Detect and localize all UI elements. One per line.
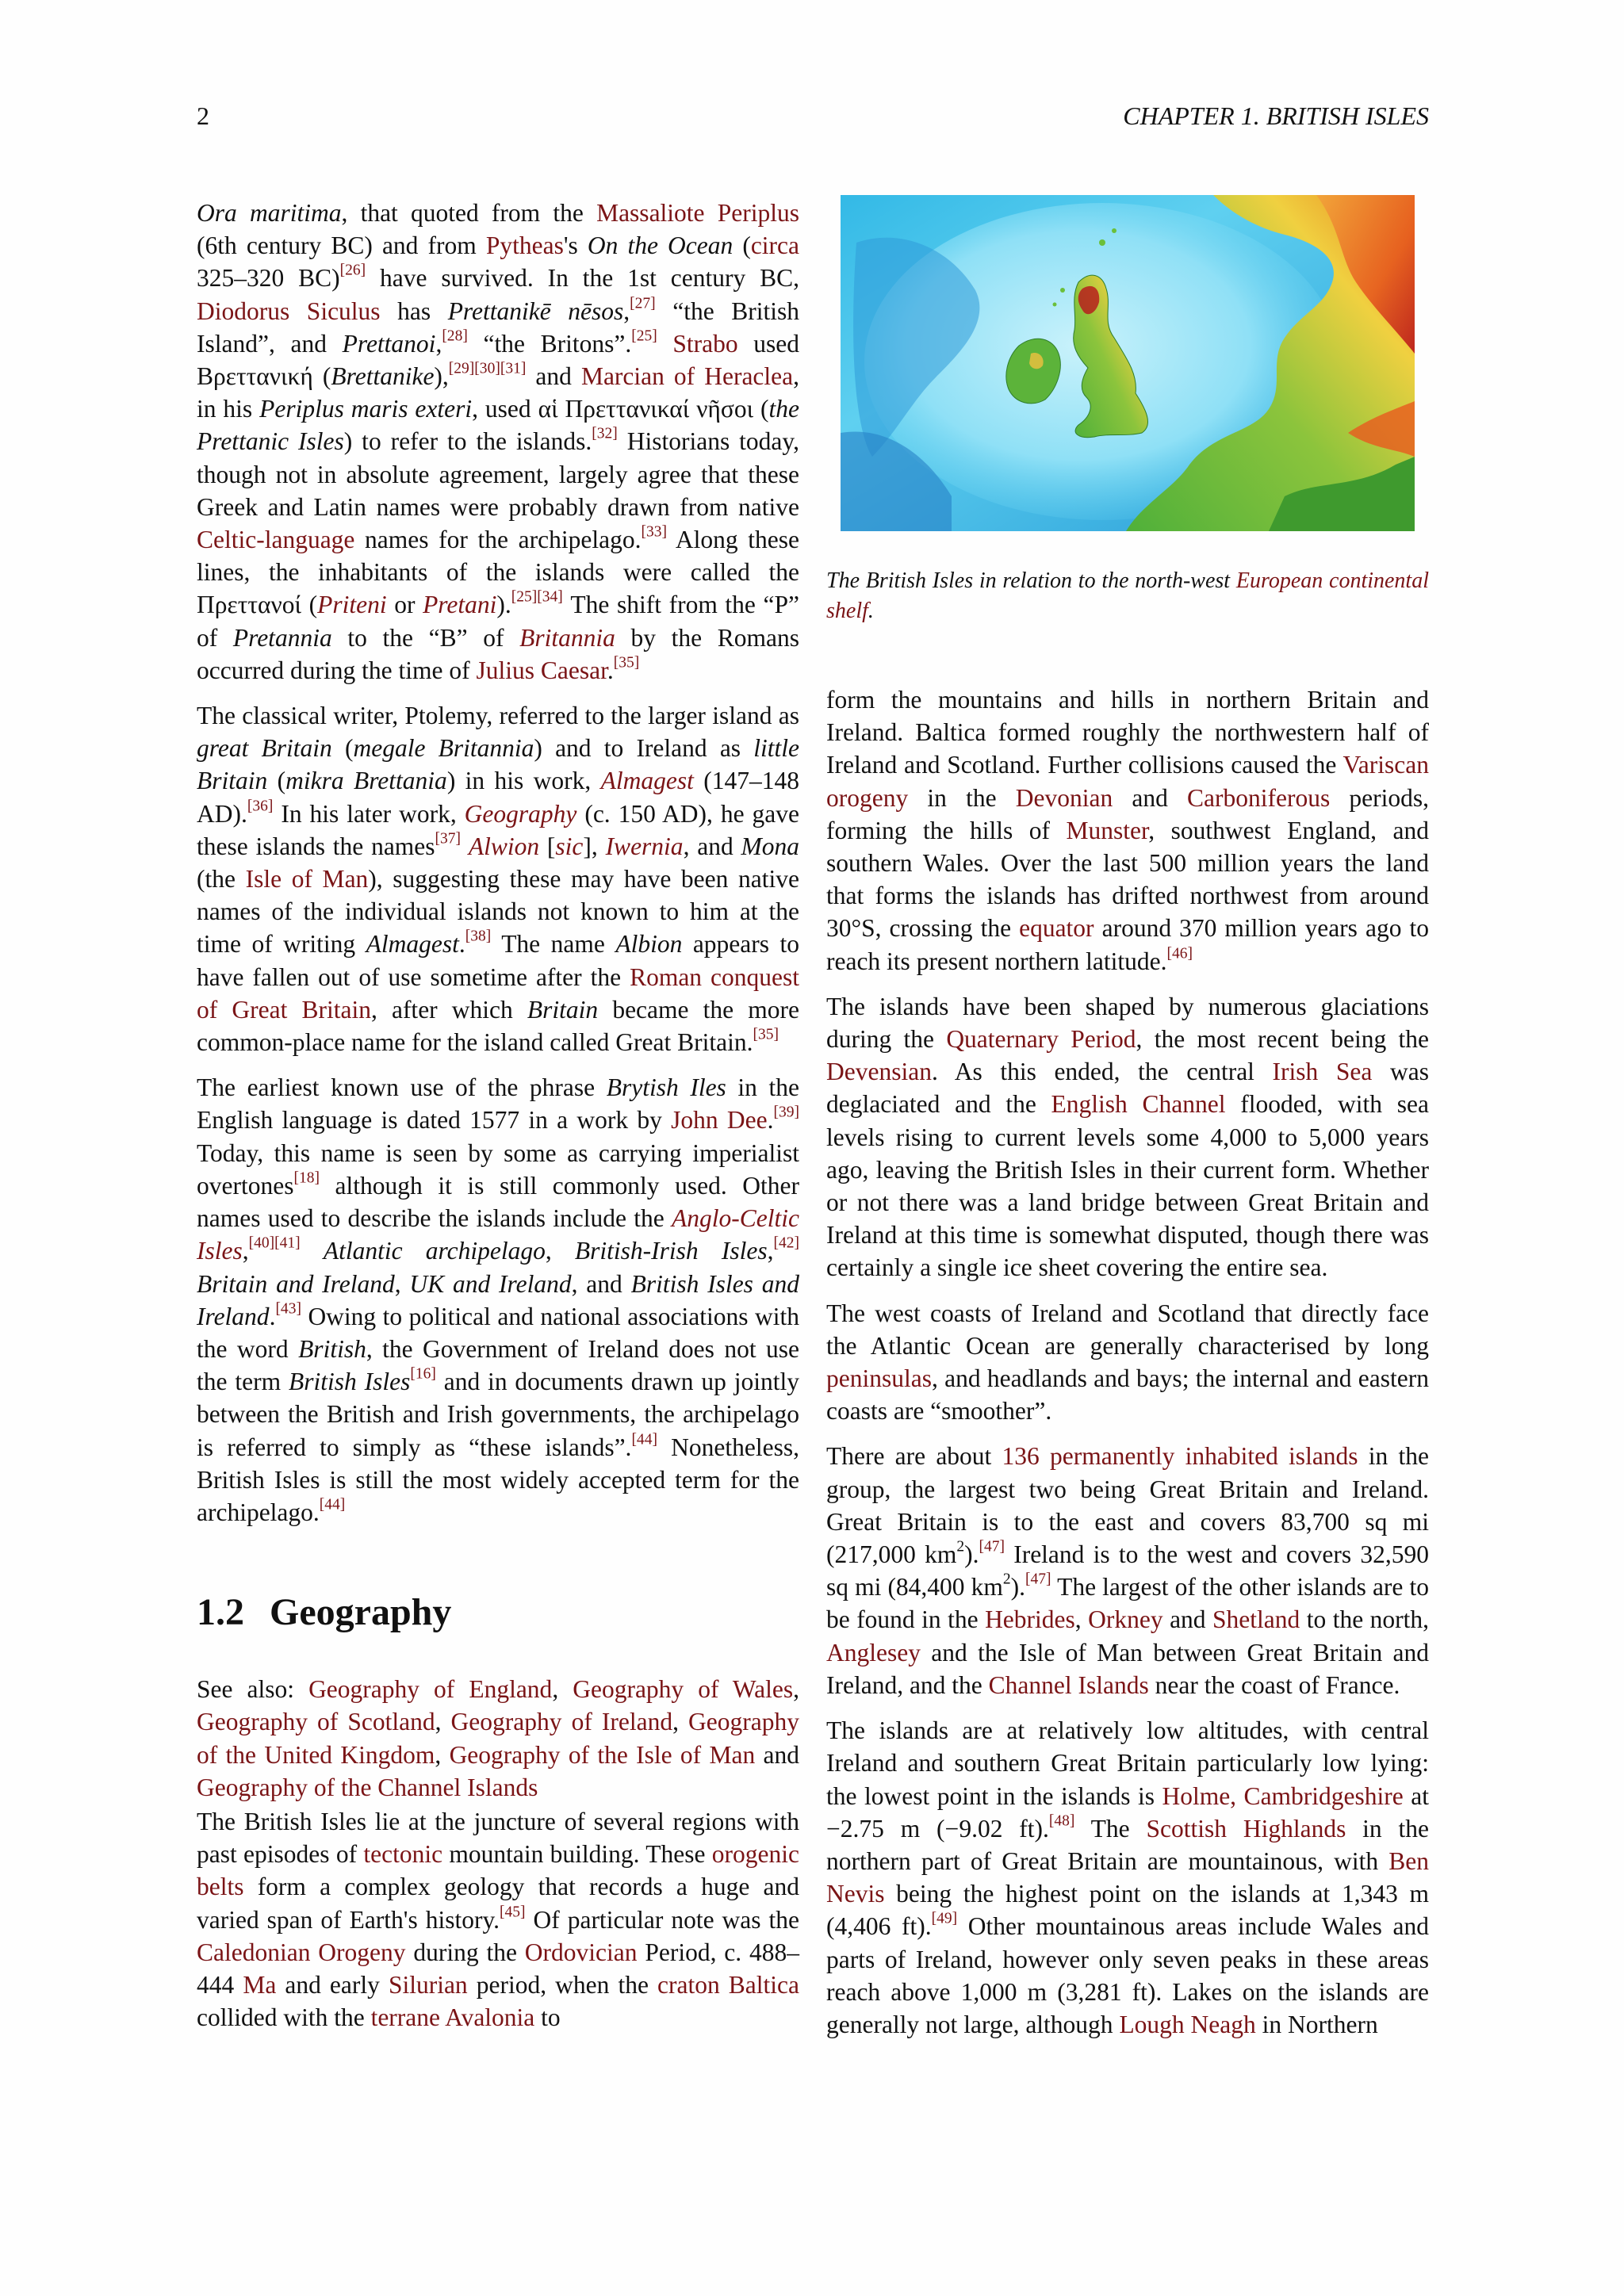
text: ( bbox=[267, 767, 286, 795]
italic-text: megale Britannia bbox=[353, 734, 534, 763]
strabo-link[interactable]: Strabo bbox=[672, 329, 738, 358]
citation-link[interactable]: [47] bbox=[1025, 1571, 1051, 1588]
inhabited-islands-link[interactable]: 136 permanently inhabited islands bbox=[1002, 1442, 1358, 1471]
text: has bbox=[380, 297, 448, 325]
text: Owing to political and national associations with the word bbox=[197, 1302, 799, 1363]
text: The name bbox=[491, 930, 616, 959]
text: There are about bbox=[826, 1442, 1002, 1471]
superscript-2: 2 bbox=[956, 1538, 965, 1556]
text: , bbox=[435, 1740, 450, 1769]
italic-text: the Prettanic Isles bbox=[197, 395, 800, 456]
paragraph-ptolemy bbox=[197, 699, 799, 1058]
italic-text: Periplus maris exteri bbox=[259, 395, 473, 423]
text: ). bbox=[1010, 1573, 1026, 1601]
citation-link[interactable]: [25] bbox=[631, 327, 657, 345]
english-channel-link[interactable]: English Channel bbox=[1051, 1090, 1226, 1119]
italic-text: British-Irish Isles bbox=[574, 1237, 768, 1265]
text: in the group, the largest two being Great Britain and Ireland. Great Britain is to the east and covers 83,700 sq mi (217,000 km bbox=[826, 1442, 1429, 1569]
see-also bbox=[197, 1673, 799, 1804]
caledonian-orogeny-link[interactable]: Caledonian Orogeny bbox=[197, 1938, 406, 1966]
devonian-link[interactable]: Devonian bbox=[1015, 783, 1113, 812]
text: used Βρεττανική ( bbox=[197, 329, 799, 391]
text: . bbox=[767, 1106, 774, 1135]
citation-link[interactable]: [37] bbox=[435, 830, 462, 848]
peninsulas-link[interactable]: peninsulas bbox=[826, 1364, 932, 1393]
text: The British Isles lie at the juncture of several regions with past episodes of bbox=[197, 1807, 799, 1869]
text: The classical writer, Ptolemy, referred to the larger island as bbox=[197, 702, 799, 730]
text: and bbox=[1162, 1605, 1213, 1634]
paragraph-islands bbox=[826, 1440, 1429, 1701]
text: at −2.75 m (−9.02 ft). bbox=[826, 1781, 1429, 1843]
text: Of particular note was the bbox=[525, 1905, 799, 1934]
text: and the Isle of Man between Great Britain and Ireland, and the bbox=[826, 1638, 1429, 1699]
diodorus-siculus-link[interactable]: Diodorus Siculus bbox=[197, 297, 381, 325]
isle-of-man-link[interactable]: Isle of Man bbox=[245, 865, 369, 894]
tectonic-link[interactable]: tectonic bbox=[363, 1840, 443, 1869]
geography-of-ireland-link[interactable]: Geography of Ireland bbox=[450, 1708, 673, 1736]
text: , used αἱ Πρεττανικαί νῆσοι ( bbox=[472, 395, 769, 423]
scottish-highlands-link[interactable]: Scottish Highlands bbox=[1146, 1814, 1346, 1843]
orkney-link[interactable]: Orkney bbox=[1088, 1605, 1163, 1634]
text: , in his bbox=[197, 362, 799, 423]
text: and early bbox=[276, 1970, 389, 1999]
text: ). bbox=[964, 1540, 979, 1569]
caption-text: . bbox=[868, 599, 874, 623]
citation-link[interactable]: [32] bbox=[592, 425, 618, 442]
italic-text: great Britain bbox=[197, 734, 332, 763]
text: , bbox=[1074, 1605, 1089, 1634]
running-header bbox=[197, 101, 1429, 133]
text: , bbox=[435, 1708, 451, 1736]
citation-link[interactable]: [26] bbox=[339, 262, 366, 279]
italic-text: Prettanoi bbox=[342, 329, 436, 358]
geography-of-isle-of-man-link[interactable]: Geography of the Isle of Man bbox=[449, 1740, 756, 1769]
paragraph-coasts bbox=[826, 1297, 1429, 1428]
text: ( bbox=[331, 734, 354, 763]
citation-link[interactable]: [46] bbox=[1166, 944, 1193, 962]
text: to bbox=[534, 2003, 561, 2032]
iwernia-link[interactable]: Iwernia bbox=[605, 832, 684, 860]
section-heading bbox=[197, 1590, 799, 1635]
text: . bbox=[458, 930, 465, 959]
text: mountain building. These bbox=[442, 1840, 712, 1869]
text: ). bbox=[496, 591, 511, 619]
citation-link[interactable]: [44] bbox=[319, 1496, 346, 1513]
sic-link[interactable]: sic bbox=[555, 832, 584, 860]
text: (147–148 AD). bbox=[197, 767, 799, 828]
geography-of-scotland-link[interactable]: Geography of Scotland bbox=[197, 1708, 435, 1736]
text: , the Government of Ireland does not use the term bbox=[197, 1334, 799, 1396]
marcian-of-heraclea-link[interactable]: Marcian of Heraclea bbox=[580, 362, 794, 391]
text: form a complex geology that records a huge and varied span of Earth's history. bbox=[197, 1873, 799, 1934]
citation-link[interactable]: [25][34] bbox=[511, 588, 563, 606]
munster-link[interactable]: Munster bbox=[1066, 816, 1149, 844]
channel-islands-link[interactable]: Channel Islands bbox=[988, 1670, 1149, 1699]
text: . As this ended, the central bbox=[931, 1058, 1273, 1086]
text: , and headlands and bays; the internal and eastern coasts are “smoother”. bbox=[826, 1364, 1429, 1425]
citation-link[interactable]: [29][30][31] bbox=[448, 360, 527, 377]
paragraph-geology bbox=[197, 1805, 799, 2034]
geography-of-wales-link[interactable]: Geography of Wales bbox=[573, 1675, 794, 1704]
see-also-label: See also: bbox=[197, 1675, 309, 1704]
citation-link[interactable]: [47] bbox=[979, 1538, 1005, 1556]
anglo-celtic-isles-link[interactable]: Anglo-Celtic Isles bbox=[197, 1204, 799, 1265]
italic-text: mikra Brettania bbox=[285, 767, 447, 795]
ordovician-link[interactable]: Ordovician bbox=[524, 1938, 638, 1966]
citation-link[interactable]: [45] bbox=[500, 1903, 526, 1920]
citation-link[interactable]: [35] bbox=[613, 654, 640, 672]
text: and bbox=[526, 362, 581, 391]
text: in the English language is dated 1577 in a work by bbox=[197, 1073, 799, 1135]
text: around 370 million years ago to reach its present northern latitude. bbox=[826, 914, 1429, 975]
text: , bbox=[767, 1237, 774, 1265]
britannia-link[interactable]: Britannia bbox=[519, 623, 615, 652]
text: ) and to Ireland as bbox=[534, 734, 754, 763]
citation-link[interactable]: [40][41] bbox=[248, 1234, 301, 1252]
paragraph-brytish-iles bbox=[197, 1071, 799, 1529]
italic-text: On the Ocean bbox=[587, 232, 733, 260]
text: , and bbox=[571, 1269, 631, 1298]
paragraph-glaciations bbox=[826, 990, 1429, 1284]
section-title: Geography bbox=[270, 1591, 452, 1634]
text: . bbox=[607, 656, 614, 684]
citation-link[interactable]: [18] bbox=[293, 1169, 320, 1187]
text bbox=[461, 832, 469, 860]
equator-link[interactable]: equator bbox=[1019, 914, 1094, 943]
text: appears to have fallen out of use sometime after the bbox=[197, 930, 799, 991]
text: 325–320 BC) bbox=[197, 264, 340, 293]
holme-cambridgeshire-link[interactable]: Holme, Cambridgeshire bbox=[1162, 1781, 1404, 1810]
text: ( bbox=[733, 232, 751, 260]
geography-of-uk-link[interactable]: Geography of the United Kingdom bbox=[197, 1708, 799, 1769]
citation-link[interactable]: [42] bbox=[773, 1234, 800, 1252]
citation-link[interactable]: [43] bbox=[275, 1300, 301, 1318]
text: , bbox=[623, 297, 630, 325]
ma-link[interactable]: Ma bbox=[243, 1970, 277, 1999]
text bbox=[301, 1237, 324, 1265]
italic-text: Mona bbox=[741, 832, 799, 860]
right-column bbox=[826, 683, 1429, 2053]
text: Ireland is to the west and covers 32,590 sq mi (84,400 km bbox=[826, 1540, 1429, 1601]
italic-text: British Isles and Ireland bbox=[197, 1269, 799, 1330]
text: The islands are at relatively low altitudes, with central Ireland and southern Great Britain particularly low lying: the lowest point in the islands is bbox=[826, 1716, 1429, 1810]
left-column bbox=[197, 197, 799, 2046]
text: during the bbox=[405, 1938, 525, 1966]
irish-sea-link[interactable]: Irish Sea bbox=[1272, 1058, 1373, 1086]
text: Nonetheless, British Isles is still the most widely accepted term for the archipelago. bbox=[197, 1433, 799, 1526]
text: Today, this name is seen by some as carrying imperialist overtones bbox=[197, 1138, 799, 1200]
baltica-link[interactable]: Baltica bbox=[728, 1970, 799, 1999]
text: ], bbox=[583, 832, 606, 860]
anglesey-link[interactable]: Anglesey bbox=[826, 1638, 921, 1667]
italic-text: Albion bbox=[615, 930, 683, 959]
text: being the highest point on the islands at 1,343 m (4,406 ft). bbox=[826, 1880, 1429, 1941]
text: in the northern part of Great Britain are mountainous, with bbox=[826, 1814, 1429, 1875]
text: The largest of the other islands are to be found in the bbox=[826, 1573, 1429, 1634]
shetland-link[interactable]: Shetland bbox=[1212, 1605, 1300, 1634]
text: Historians today, though not in absolute agreement, largely agree that these Greek and Latin names were probably drawn from native bbox=[197, 427, 799, 521]
paragraph-names-greek bbox=[197, 197, 799, 687]
text: ), suggesting these may have been native names of the individual islands not known to him at the time of writing bbox=[197, 865, 799, 959]
celtic-language-link[interactable]: Celtic-language bbox=[197, 526, 355, 554]
text: The west coasts of Ireland and Scotland that directly face the Atlantic Ocean are generally characterised by long bbox=[826, 1299, 1429, 1360]
text: , and bbox=[683, 832, 741, 860]
citation-link[interactable]: [35] bbox=[753, 1026, 779, 1043]
text: , bbox=[545, 1237, 575, 1265]
text: periods, forming the hills of bbox=[826, 783, 1430, 844]
italic-text: Brettanike bbox=[331, 362, 435, 391]
text: , after which bbox=[370, 995, 527, 1024]
text: “the Britons”. bbox=[467, 329, 632, 358]
italic-text: Pretannia bbox=[232, 623, 332, 652]
citation-link[interactable]: [27] bbox=[630, 294, 656, 312]
text: ), bbox=[434, 362, 449, 391]
italic-text: Britain and Ireland bbox=[197, 1269, 395, 1298]
paragraph-mountains bbox=[826, 683, 1429, 978]
italic-text: British bbox=[298, 1334, 366, 1363]
text: to the “B” of bbox=[331, 623, 520, 652]
page-number: 2 bbox=[197, 101, 209, 130]
text: by the Romans occurred during the time of bbox=[197, 623, 799, 684]
text: to the north, bbox=[1300, 1605, 1429, 1634]
circa-link[interactable]: circa bbox=[750, 232, 799, 260]
orogenic-belts-link[interactable]: orogenic belts bbox=[197, 1840, 800, 1901]
text bbox=[720, 1971, 729, 1999]
text: ) to refer to the islands. bbox=[343, 427, 592, 456]
text: The shift from the “P” of bbox=[197, 591, 800, 652]
italic-text: little Britain bbox=[197, 734, 800, 795]
italic-text: UK and Ireland bbox=[409, 1269, 572, 1298]
hebrides-link[interactable]: Hebrides bbox=[985, 1605, 1075, 1634]
italic-text: Ora maritima bbox=[197, 199, 342, 227]
terrane-link[interactable]: terrane bbox=[370, 2003, 441, 2032]
text: In his later work, bbox=[273, 799, 465, 828]
text: collided with the bbox=[197, 2003, 371, 2032]
text: , bbox=[672, 1708, 689, 1736]
text: (the bbox=[197, 865, 246, 894]
superscript-2: 2 bbox=[1002, 1571, 1011, 1588]
text: have survived. In the 1st century BC, bbox=[366, 264, 800, 293]
text: was deglaciated and the bbox=[826, 1058, 1429, 1119]
pytheas-link[interactable]: Pytheas bbox=[485, 232, 564, 260]
text bbox=[657, 330, 673, 358]
citation-link[interactable]: [33] bbox=[641, 523, 667, 541]
text: Along these lines, the inhabitants of the islands were called the Πρεττανοί ( bbox=[197, 526, 799, 619]
john-dee-link[interactable]: John Dee bbox=[671, 1106, 768, 1135]
text: . bbox=[269, 1302, 276, 1330]
ben-nevis-link[interactable]: Ben Nevis bbox=[826, 1846, 1429, 1908]
carboniferous-link[interactable]: Carboniferous bbox=[1187, 783, 1331, 812]
almagest-link[interactable]: Almagest bbox=[600, 767, 694, 795]
text: became the more common-place name for the island called Great Britain. bbox=[197, 995, 799, 1057]
section-number: 1.2 bbox=[197, 1591, 244, 1634]
text: The islands have been shaped by numerous glaciations during the bbox=[826, 992, 1429, 1054]
caption-text: The British Isles in relation to the north-west bbox=[826, 568, 1236, 593]
citation-link[interactable]: [28] bbox=[442, 327, 468, 345]
text: flooded, with sea levels rising to current levels some 4,000 to 5,000 years ago, leaving the British Isles in their current form. Whether or not there was a land bridge between Great Britain and Ireland at this time is somewhat disputed, though there was certainly a single ice sheet covering the entire sea. bbox=[826, 1090, 1429, 1282]
italic-text: Atlantic archipelago bbox=[323, 1237, 546, 1265]
devensian-link[interactable]: Devensian bbox=[826, 1058, 932, 1086]
text: and in documents drawn up jointly between the British and Irish governments, the archipelago is referred to simply as “these islands”. bbox=[197, 1368, 799, 1461]
text: , that quoted from the bbox=[341, 199, 597, 227]
citation-link[interactable]: [44] bbox=[631, 1430, 657, 1448]
text: or bbox=[386, 591, 423, 619]
variscan-orogeny-link[interactable]: Variscan orogeny bbox=[826, 751, 1429, 812]
text: “the British Island”, and bbox=[197, 297, 800, 358]
text: and bbox=[1113, 783, 1188, 812]
citation-link[interactable]: [16] bbox=[410, 1365, 436, 1383]
text: period, when the bbox=[467, 1970, 657, 1999]
text: (6th century BC) and from bbox=[197, 232, 486, 260]
text: The bbox=[1074, 1814, 1147, 1843]
text: [ bbox=[539, 832, 556, 860]
text: , bbox=[552, 1675, 573, 1704]
italic-text: Britain bbox=[527, 995, 599, 1024]
text: in Northern bbox=[1255, 2010, 1378, 2038]
italic-text: Prettanikē nēsos bbox=[447, 297, 624, 325]
julius-caesar-link[interactable]: Julius Caesar bbox=[476, 656, 607, 684]
text: names for the archipelago. bbox=[354, 526, 642, 554]
paragraph-altitudes bbox=[826, 1714, 1429, 2041]
pretani-link[interactable]: Pretani bbox=[423, 591, 497, 619]
italic-text: Brytish Iles bbox=[606, 1073, 726, 1102]
geography-ptolemy-link[interactable]: Geography bbox=[464, 799, 577, 828]
massaliote-periplus-link[interactable]: Massaliote Periplus bbox=[596, 199, 799, 227]
citation-link[interactable]: [38] bbox=[465, 928, 492, 945]
citation-link[interactable]: [39] bbox=[773, 1104, 799, 1121]
text: ) in his work, bbox=[446, 767, 601, 795]
geography-of-england-link[interactable]: Geography of England bbox=[308, 1675, 553, 1704]
craton-link[interactable]: craton bbox=[657, 1970, 720, 1999]
text: , bbox=[793, 1675, 799, 1704]
text: 's bbox=[563, 232, 588, 260]
text: form the mountains and hills in northern Britain and Ireland. Baltica formed roughly the northwestern half of Ireland and Scotland. Further collisions caused the bbox=[826, 686, 1429, 779]
lough-neagh-link[interactable]: Lough Neagh bbox=[1119, 2010, 1256, 2038]
italic-text: British Isles bbox=[288, 1368, 411, 1396]
italic-text: Almagest bbox=[366, 930, 459, 959]
text: The earliest known use of the phrase bbox=[197, 1073, 607, 1102]
text: in the bbox=[908, 783, 1016, 812]
silurian-link[interactable]: Silurian bbox=[388, 1970, 468, 1999]
text: Period, c. 488–444 bbox=[197, 1938, 799, 1999]
figure-caption bbox=[826, 566, 1429, 626]
text: (c. 150 AD), he gave these islands the names bbox=[197, 799, 799, 860]
text: near the coast of France. bbox=[1148, 1670, 1400, 1699]
avalonia-link[interactable]: Avalonia bbox=[445, 2003, 535, 2032]
chapter-title: CHAPTER 1. BRITISH ISLES bbox=[1123, 101, 1429, 130]
text: , bbox=[394, 1269, 410, 1298]
priteni-link[interactable]: Priteni bbox=[317, 591, 387, 619]
quaternary-period-link[interactable]: Quaternary Period bbox=[946, 1025, 1136, 1054]
roman-conquest-link[interactable]: Roman conquest of Great Britain bbox=[197, 962, 799, 1024]
shelf-relief-map-figure bbox=[841, 195, 1415, 531]
text: , the most recent being the bbox=[1136, 1025, 1429, 1054]
alwion-link[interactable]: Alwion bbox=[468, 832, 540, 860]
text: Other mountainous areas include Wales and parts of Ireland, however only seven peaks in these areas reach above 1,000 m (3,281 ft). Lakes on the islands are generally not large, although bbox=[826, 1912, 1429, 2038]
citation-link[interactable]: [36] bbox=[247, 798, 274, 815]
text: although it is still commonly used. Other names used to describe the islands include the bbox=[197, 1171, 799, 1233]
citation-link[interactable]: [48] bbox=[1048, 1812, 1075, 1830]
geography-of-channel-islands-link[interactable]: Geography of the Channel Islands bbox=[197, 1773, 538, 1801]
shelf-relief-map bbox=[841, 195, 1415, 531]
text: , bbox=[242, 1237, 249, 1265]
european-continental-shelf-link[interactable]: European continental shelf bbox=[826, 568, 1429, 623]
text: , bbox=[435, 329, 442, 358]
citation-link[interactable]: [49] bbox=[931, 1910, 958, 1927]
text: and bbox=[755, 1740, 800, 1769]
text: , southwest England, and southern Wales. Over the last 500 million years the land that forms the islands has drifted northwest from around 30°S, crossing the bbox=[826, 816, 1429, 943]
